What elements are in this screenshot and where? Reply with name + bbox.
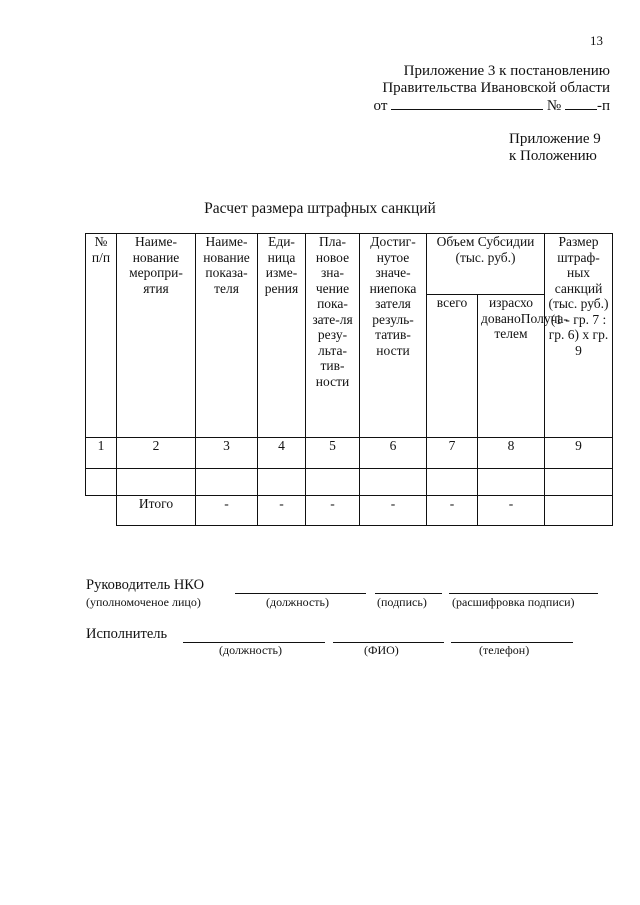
column-number: 9 [545,438,613,469]
executor-label: Исполнитель [86,626,168,642]
executor-phone-line [451,630,573,643]
executor-name-line [333,630,444,643]
subheader-cell: израсхо дованоПолуча-телем [478,295,545,438]
executor-position-line [183,630,325,643]
column-number: 4 [258,438,306,469]
from-label: от [373,98,388,114]
caption-executor-name: (ФИО) [364,643,399,657]
total-value: - [427,496,478,526]
header-cell: Размер штраф-ных санкций (тыс. руб.) (1 - гр. 7 : гр. 6) х гр. 9 [545,234,613,438]
column-number: 2 [117,438,196,469]
date-blank-line [391,97,543,110]
total-label: Итого [117,496,196,526]
column-number: 5 [306,438,360,469]
total-value: - [360,496,427,526]
appendix-9-line-2: к Положению [509,148,597,164]
column-number: 8 [478,438,545,469]
header-cell: № п/п [86,234,117,438]
table-row [86,469,613,496]
number-suffix: -п [596,98,610,114]
position-line [235,581,366,594]
subheader-cell: всего [427,295,478,438]
signature-decoding-line [449,581,598,594]
table-title: Расчет размера штрафных санкций [204,200,436,217]
appendix-3-line-2: Правительства Ивановской области [382,80,610,96]
total-row [86,496,613,526]
header-cell: Еди-ница изме-рения [258,234,306,438]
header-cell: Наиме-нование меропри-ятия [117,234,196,438]
penalty-table [85,233,613,526]
number-blank-line [565,97,597,110]
total-value: - [258,496,306,526]
caption-executor-phone: (телефон) [479,643,530,657]
column-number: 1 [86,438,117,469]
appendix-9-header [509,131,601,165]
caption-position: (должность) [266,595,329,609]
column-number: 6 [360,438,427,469]
header-cell-subsidy: Объем Субсидии (тыс. руб.) [427,234,545,295]
appendix-9-line-1: Приложение 9 [509,131,601,147]
head-sublabel: (уполномоченое лицо) [86,595,201,609]
total-value: - [196,496,258,526]
signature-line [375,581,442,594]
caption-executor-position: (должность) [219,643,282,657]
number-label: № [546,98,562,114]
appendix-3-header [374,63,610,115]
appendix-3-line-3 [374,97,610,115]
total-value [545,496,613,526]
appendix-3-line-1: Приложение 3 к постановлению [403,63,610,79]
header-cell: Достиг-нутое значе-ниепока зателя резуль-татив-ности [360,234,427,438]
total-value: - [306,496,360,526]
header-cell: Пла-новое зна-чение пока-зате-ля резу-льта-тив-ности [306,234,360,438]
page-number: 13 [590,33,603,48]
total-value: - [478,496,545,526]
head-label: Руководитель НКО [86,577,205,593]
caption-signature: (подпись) [377,595,427,609]
header-cell: Наиме-нование показа-теля [196,234,258,438]
column-number: 3 [196,438,258,469]
column-number: 7 [427,438,478,469]
caption-decoding: (расшифровка подписи) [452,595,575,609]
